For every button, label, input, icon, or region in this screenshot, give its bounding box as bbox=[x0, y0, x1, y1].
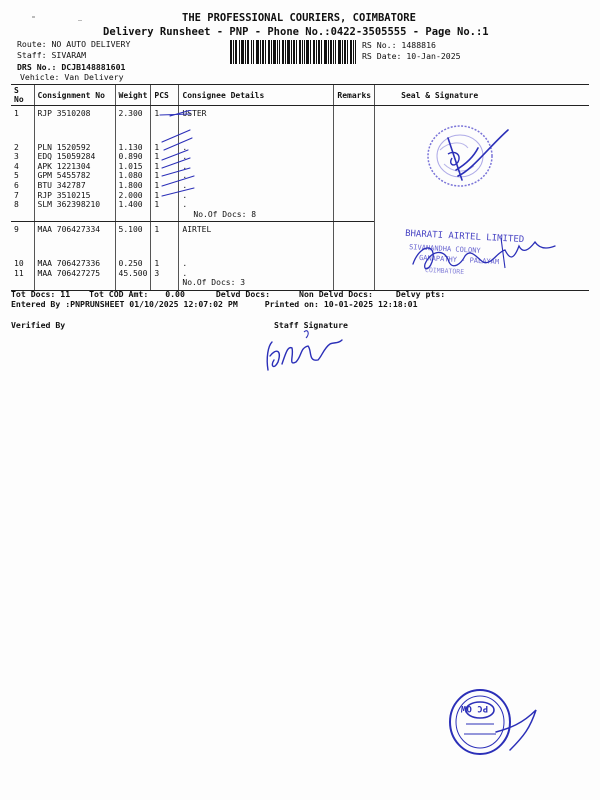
cell-remarks bbox=[334, 181, 375, 191]
route-text: Route: NO AUTO DELIVERY bbox=[17, 39, 131, 49]
cell-consignment: PLN 1520592 bbox=[34, 143, 115, 153]
cell-consignee: . bbox=[179, 191, 334, 201]
cell-consignee: . bbox=[179, 152, 334, 162]
cell-remarks bbox=[334, 106, 375, 119]
table-row bbox=[11, 106, 589, 119]
cell-sno: 4 bbox=[14, 161, 19, 171]
totals-row bbox=[11, 289, 445, 299]
cell-pcs: 1 bbox=[151, 106, 179, 119]
cell-pcs: 1 bbox=[151, 152, 179, 162]
cell-weight: 1.400 bbox=[115, 200, 151, 210]
col-consignee: Consignee Details bbox=[179, 85, 334, 106]
cell-sno: 11 bbox=[14, 268, 24, 278]
cell-pcs: 1 bbox=[151, 171, 179, 181]
delvy-pts: Delvy pts: bbox=[395, 289, 446, 299]
cell-remarks bbox=[334, 162, 375, 172]
col-consignment: Consignment No bbox=[34, 85, 115, 106]
staff-signature bbox=[262, 326, 352, 376]
drs-value: DCJB148881601 bbox=[61, 62, 126, 72]
cell-pcs: 1 bbox=[151, 191, 179, 201]
company-title: THE PROFESSIONAL COURIERS, COIMBATORE bbox=[182, 12, 416, 24]
col-weight: Weight bbox=[115, 85, 151, 106]
cell-pcs: 1 bbox=[151, 181, 179, 191]
col-sno: S No bbox=[11, 85, 34, 106]
cell-sno: 2 bbox=[14, 142, 19, 152]
cell-weight: 45.500 bbox=[115, 269, 151, 279]
cell-weight: 2.300 bbox=[115, 106, 151, 119]
cell-consignee: USTER bbox=[179, 106, 334, 119]
airtel-stamp-line4: COIMBATORE bbox=[424, 265, 465, 277]
printed-on: Printed on: 10-01-2025 12:18:01 bbox=[264, 299, 418, 309]
cell-consignment: MAA 706427334 bbox=[34, 222, 115, 235]
cell-sno: 3 bbox=[14, 152, 19, 162]
tot-cod-label: Tot COD Amt: bbox=[89, 289, 149, 299]
cell-consignee: . bbox=[179, 181, 334, 191]
cell-pcs: 1 bbox=[151, 143, 179, 153]
non-delvd-docs: Non Delvd Docs: bbox=[299, 289, 373, 299]
airtel-stamp bbox=[405, 228, 565, 290]
cell-remarks bbox=[334, 143, 375, 153]
runsheet-subtitle: Delivery Runsheet - PNP - Phone No.:0422-3505555 - Page No.:1 bbox=[103, 26, 489, 38]
tot-cod-value: 0.00 bbox=[165, 289, 185, 299]
entered-row bbox=[11, 299, 418, 309]
cell-consignment: GPM 5455782 bbox=[34, 171, 115, 181]
cell-sno: 9 bbox=[14, 225, 19, 235]
staff-text: Staff: SIVARAM bbox=[17, 50, 87, 60]
cell-consignee: . bbox=[179, 162, 334, 172]
cell-consignment: BTU 342787 bbox=[34, 181, 115, 191]
cell-weight: 5.100 bbox=[115, 222, 151, 235]
drs-number bbox=[17, 62, 125, 72]
verified-by: Verified By bbox=[11, 320, 66, 330]
cell-consignment: APK 1221304 bbox=[34, 162, 115, 172]
cell-weight: 1.080 bbox=[115, 171, 151, 181]
cell-pcs: 1 bbox=[151, 200, 179, 210]
cell-pcs: 1 bbox=[151, 222, 179, 235]
cell-sno: 8 bbox=[14, 200, 19, 210]
cell-weight: 2.000 bbox=[115, 191, 151, 201]
airtel-stamp-line2: SIVANANDHA COLONY bbox=[408, 243, 481, 255]
pc-stamp-text: PC OW bbox=[461, 703, 489, 713]
cell-remarks bbox=[334, 269, 375, 279]
rs-number: RS No.: 1488816 bbox=[362, 40, 436, 50]
cell-remarks bbox=[334, 191, 375, 201]
cell-sno: 5 bbox=[14, 171, 19, 181]
cell-remarks bbox=[334, 171, 375, 181]
scan-speck bbox=[32, 16, 35, 18]
airtel-stamp-line1: BHARATI AIRTEL LIMITED bbox=[404, 228, 525, 246]
cell-consignee: AIRTEL bbox=[179, 222, 334, 235]
cell-consignee: . bbox=[179, 269, 334, 279]
cell-weight: 0.250 bbox=[115, 259, 151, 269]
cell-weight: 0.890 bbox=[115, 152, 151, 162]
cell-consignee: . bbox=[179, 200, 334, 210]
rs-date: RS Date: 10-Jan-2025 bbox=[362, 51, 461, 61]
handwritten-ticks bbox=[150, 110, 210, 205]
cell-consignment: RJP 3510208 bbox=[34, 106, 115, 119]
pc-round-stamp bbox=[440, 680, 560, 770]
cell-consignment: RJP 3510215 bbox=[34, 191, 115, 201]
cell-pcs: 1 bbox=[151, 259, 179, 269]
cell-sno: 10 bbox=[14, 258, 24, 268]
docs-count-group2: No.Of Docs: 3 bbox=[179, 278, 334, 290]
airtel-stamp-line3: GANAPATHY - PALAYAM bbox=[418, 253, 500, 267]
cell-pcs: 3 bbox=[151, 269, 179, 279]
cell-pcs: 1 bbox=[151, 162, 179, 172]
cell-consignment: SLM 362398210 bbox=[34, 200, 115, 210]
col-seal: Seal & Signature bbox=[375, 85, 589, 106]
scan-speck bbox=[78, 20, 82, 21]
cell-remarks bbox=[334, 152, 375, 162]
cell-sno: 6 bbox=[14, 180, 19, 190]
cell-sno: 7 bbox=[14, 190, 19, 200]
cell-sno: 1 bbox=[14, 109, 19, 118]
staff-signature-label: Staff Signature bbox=[274, 320, 348, 330]
cell-remarks bbox=[334, 222, 375, 235]
cell-consignment: MAA 706427336 bbox=[34, 259, 115, 269]
docs-count-group1: No.Of Docs: 8 bbox=[179, 210, 334, 222]
entered-by: Entered By :PNPRUNSHEET 01/10/2025 12:07:02 PM bbox=[11, 299, 238, 309]
drs-label: DRS No.: bbox=[17, 62, 57, 72]
cell-consignment: MAA 706427275 bbox=[34, 269, 115, 279]
runsheet-barcode bbox=[230, 40, 356, 64]
cell-consignee: . bbox=[179, 171, 334, 181]
cell-remarks bbox=[334, 200, 375, 210]
cell-remarks bbox=[334, 259, 375, 269]
col-pcs: PCS bbox=[151, 85, 179, 106]
tot-docs: Tot Docs: 11 bbox=[11, 289, 71, 299]
table-header-row bbox=[11, 85, 589, 106]
company-seal-stamp bbox=[418, 120, 518, 202]
vehicle-text: Vehicle: Van Delivery bbox=[20, 72, 124, 82]
cell-consignee: . bbox=[179, 143, 334, 153]
cell-consignment: EDQ 15059284 bbox=[34, 152, 115, 162]
col-remarks: Remarks bbox=[334, 85, 375, 106]
cell-weight: 1.130 bbox=[115, 143, 151, 153]
cell-weight: 1.800 bbox=[115, 181, 151, 191]
cell-consignee: . bbox=[179, 259, 334, 269]
cell-weight: 1.015 bbox=[115, 162, 151, 172]
receiver-signature bbox=[405, 228, 565, 290]
delvd-docs: Delvd Docs: bbox=[215, 289, 271, 299]
